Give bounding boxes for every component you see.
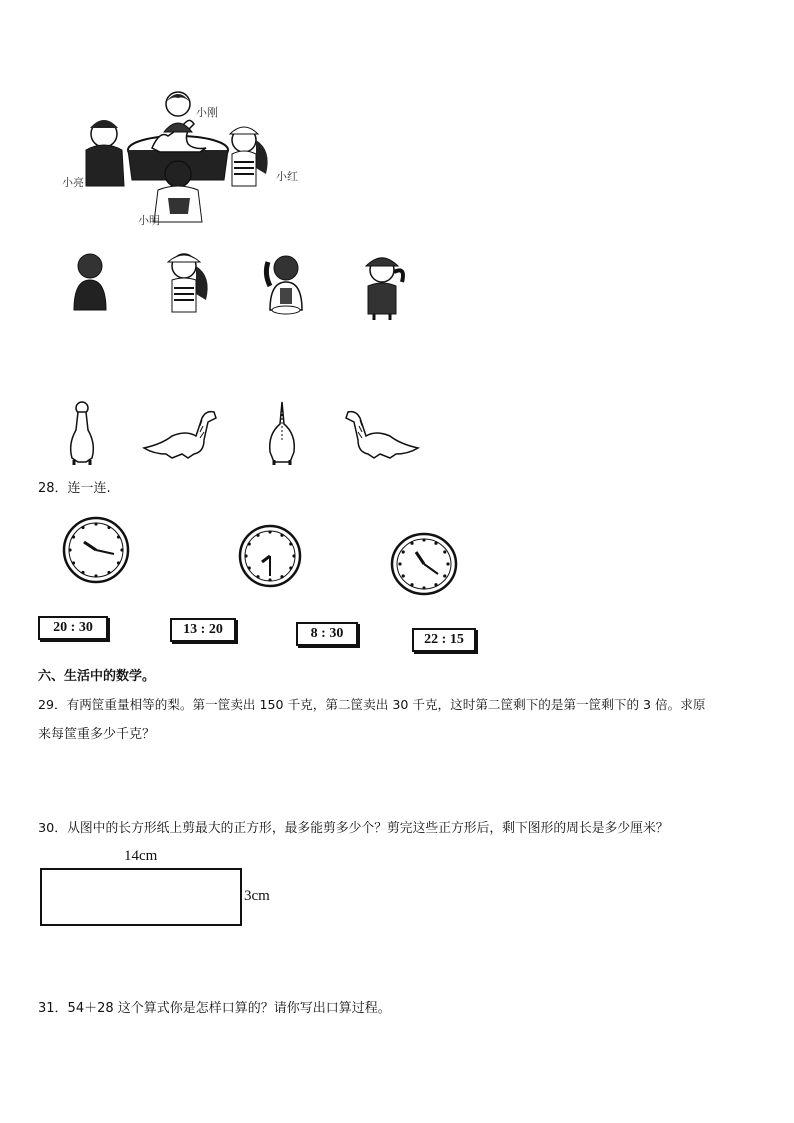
clock-tick [72, 535, 75, 538]
section-6-title: 六、生活中的数学。 [38, 669, 156, 684]
question-30-text: 30．从图中的长方形纸上剪最大的正方形，最多能剪多少个？剪完这些正方形后，剩下图形的周长是多少厘米？ [38, 821, 669, 836]
clock-1 [62, 516, 130, 584]
clock-tick [422, 538, 425, 541]
clock-tick [292, 554, 295, 557]
rectangle-height-label: 3cm [244, 888, 270, 904]
dinosaur-view-front [64, 400, 100, 466]
question-29-line-2: 来每筐重多少千克？ [38, 727, 156, 742]
clock-tick [248, 566, 251, 569]
question-31-text: 31．54＋28 这个算式你是怎样口算的？请你写出口算过程。 [38, 1001, 391, 1016]
clock-tick [68, 548, 71, 551]
clock-tick [402, 550, 405, 553]
clock-tick [120, 548, 123, 551]
clock-tick [94, 574, 97, 577]
clock-tick [280, 575, 283, 578]
time-box-1: 20 : 30 [38, 616, 108, 640]
clock-tick [248, 542, 251, 545]
clock-tick [446, 562, 449, 565]
clock-tick [434, 583, 437, 586]
clock-tick [434, 542, 437, 545]
clock-tick [402, 574, 405, 577]
name-label-xiaogang: 小刚 [196, 106, 218, 119]
clock-tick [117, 535, 120, 538]
child-view-girl-side [160, 250, 214, 314]
dinosaur-view-left-side [142, 408, 222, 460]
clock-tick [256, 534, 259, 537]
clock-tick [398, 562, 401, 565]
clock-tick [81, 526, 84, 529]
time-box-2: 13 : 20 [170, 618, 236, 642]
question-28-title: 28．连一连. [38, 481, 111, 496]
clock-tick [107, 526, 110, 529]
clock-tick [410, 542, 413, 545]
time-box-4: 22 : 15 [412, 628, 476, 652]
clock-tick [81, 571, 84, 574]
clock-tick [94, 522, 97, 525]
question-29-line-1: 29．有两筐重量相等的梨。第一筐卖出 150 千克，第二筐卖出 30 千克，这时第二筐剩下的是第一筐剩下的 3 倍。求原 [38, 697, 706, 712]
clock-tick [289, 542, 292, 545]
name-label-xiaohong: 小红 [276, 170, 298, 183]
name-label-xiaoliang: 小亮 [62, 176, 84, 189]
clock-tick [280, 534, 283, 537]
clock-tick [268, 578, 271, 581]
clock-tick [422, 586, 425, 589]
clock-tick [410, 583, 413, 586]
clock-tick [289, 566, 292, 569]
clock-2 [238, 524, 302, 588]
clock-tick [256, 575, 259, 578]
clock-tick [117, 561, 120, 564]
clock-3 [390, 532, 458, 596]
dinosaur-view-right-side [340, 408, 420, 460]
time-box-3: 8 : 30 [296, 622, 358, 646]
name-label-xiaoming: 小明 [138, 214, 160, 227]
clock-tick [244, 554, 247, 557]
child-view-back [72, 252, 108, 314]
clock-tick [72, 561, 75, 564]
clock-tick [443, 574, 446, 577]
clock-tick [443, 550, 446, 553]
child-view-waving [262, 252, 308, 316]
child-view-cap-front [360, 252, 410, 320]
rectangle-width-label: 14cm [124, 848, 158, 864]
table-scene-illustration [60, 88, 310, 228]
dinosaur-view-back [264, 400, 300, 466]
clock-tick [268, 530, 271, 533]
rectangle-diagram [40, 868, 242, 926]
clock-tick [107, 571, 110, 574]
